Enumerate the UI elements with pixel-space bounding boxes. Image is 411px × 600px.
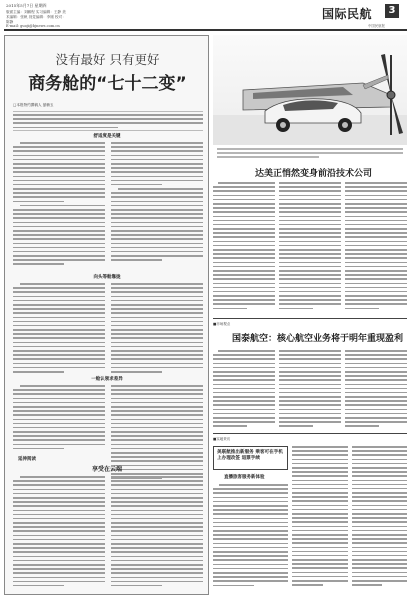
- story3-headline: 美联航推出新服务 乘客可在手机上办理改签 退票手续: [217, 450, 283, 461]
- story2-headline: 国泰航空：核心航空业务将于明年重现盈利: [232, 334, 404, 344]
- photo-caption-text: [217, 148, 403, 161]
- section-title: 国际民航: [322, 7, 373, 21]
- masthead: [0, 0, 411, 34]
- story3-section-tag: ■实地采访: [213, 437, 231, 441]
- feature-col1-text-a: [13, 142, 105, 268]
- story2-col2-text: [279, 350, 341, 430]
- feature-col1-text-b: [13, 283, 105, 375]
- story3-subheadline: 直播旅客服务新体验: [224, 475, 265, 480]
- story2-col3-text: [345, 350, 407, 430]
- editor-credits: 版面主编：刘鹏程 实习编辑：王静 美术编辑：张帆 视觉编辑：李刚 校对：陈静: [6, 10, 66, 24]
- story2-col1-text: [213, 350, 275, 430]
- story2-section-tag: ■市场观点: [213, 322, 231, 326]
- masthead-subtitle: 中国民航报: [368, 24, 385, 28]
- feature-col1-text-c: [13, 385, 105, 452]
- feature-byline: □本报特约撰稿人 晏楠玉: [13, 103, 54, 107]
- story3-divider: [213, 433, 407, 434]
- concept-vehicle-photo: [213, 35, 407, 145]
- story1-col3-text: [345, 182, 407, 312]
- subhead-comfort: 舒适度是关键: [93, 134, 121, 139]
- contact-email[interactable]: E-mail: guoji@bjnews.com.cn: [6, 24, 60, 28]
- subhead-extended-reading: 延伸阅读: [18, 457, 36, 462]
- page-number: 3: [385, 4, 399, 18]
- concept-vehicle-illustration: [213, 35, 407, 145]
- feature-col2-text-d: [111, 476, 203, 589]
- feature-kicker: 没有最好 只有更好: [55, 52, 160, 67]
- subhead-in-the-clouds: 享受在云端: [91, 466, 122, 473]
- feature-article: [4, 35, 209, 595]
- feature-headline: 商务舱的“七十二变”: [28, 74, 187, 94]
- story1-headline: 达美正悄然变身前沿技术公司: [255, 169, 373, 179]
- feature-col2-text-a: [111, 142, 203, 263]
- issue-date: 2015年5月7日 星期四: [6, 3, 47, 8]
- story2-divider: [213, 318, 407, 319]
- feature-lead: [13, 111, 203, 131]
- feature-col2-text-b: [111, 283, 203, 375]
- lead-text: [13, 114, 203, 131]
- feature-col1-text-d: [13, 476, 105, 589]
- subhead-differentiation: 一舱认领求差异: [91, 377, 123, 382]
- story3-headline-box: [213, 446, 288, 470]
- subhead-first-class: 向头等舱靠拢: [93, 275, 121, 280]
- story1-col2-text: [279, 182, 341, 312]
- masthead-divider: [4, 29, 407, 31]
- story3-col3-text: [352, 446, 407, 588]
- story3-col2-text: [292, 446, 348, 588]
- story3-col1-text: [213, 484, 288, 589]
- story1-col1-text: [213, 182, 275, 312]
